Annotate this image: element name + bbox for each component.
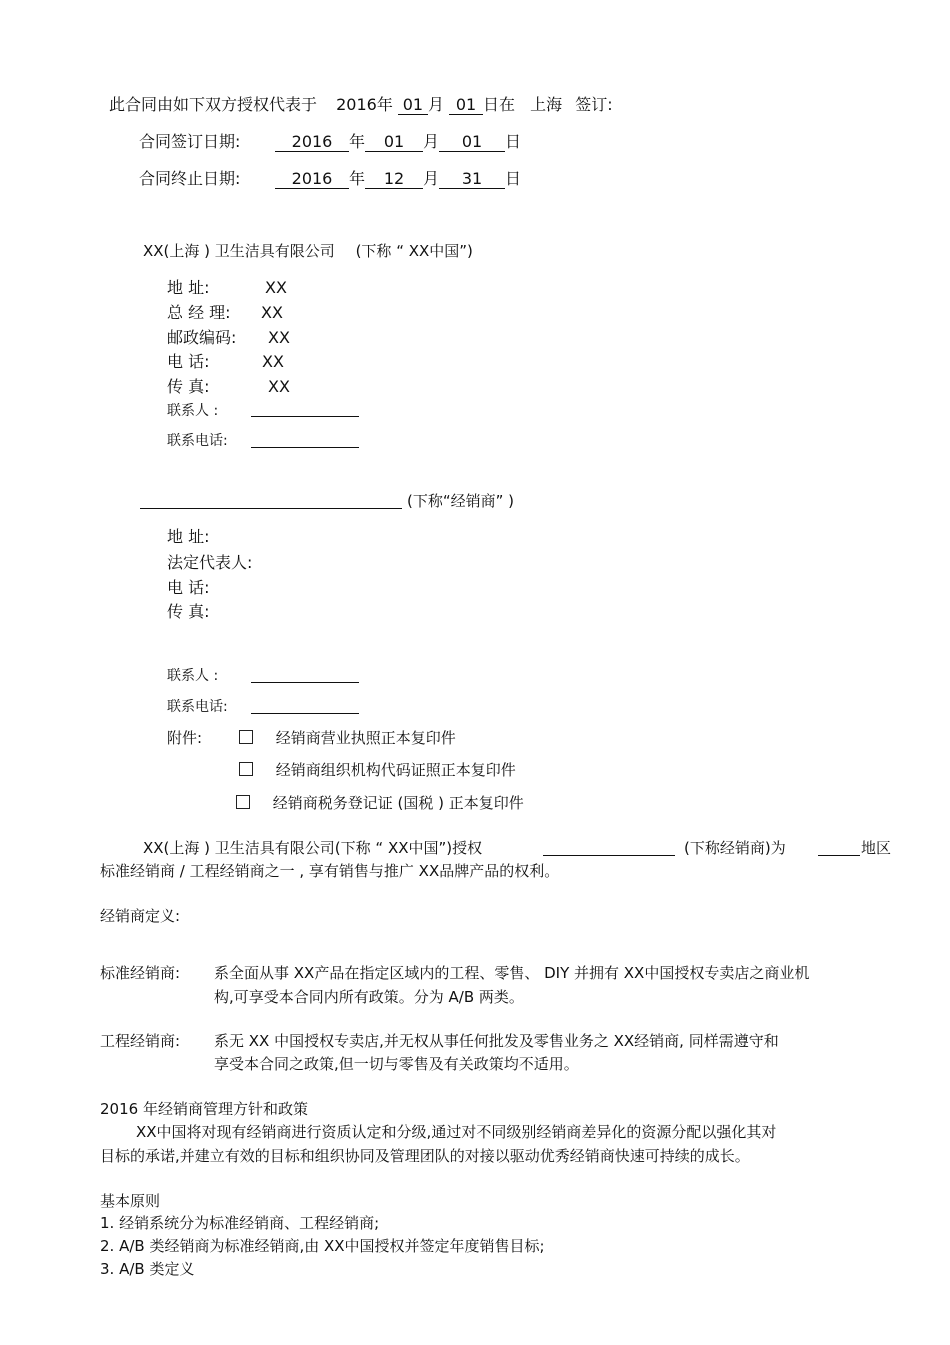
- checkbox-icon[interactable]: [239, 730, 253, 744]
- authorization-part2: (下称经销商)为: [684, 839, 786, 857]
- intro-day: 01: [449, 96, 483, 115]
- party-a-postcode-label: 邮政编码:: [167, 328, 237, 347]
- engineering-dealer-line1: 系无 XX 中国授权专卖店,并无权从事任何批发及零售业务之 XX经销商, 同样需遵守和: [214, 1032, 779, 1050]
- end-date-day-unit: 日: [505, 169, 522, 188]
- attachments-label: 附件:: [167, 729, 203, 747]
- party-a-header: [143, 240, 473, 261]
- party-b-name-blank[interactable]: [140, 508, 402, 509]
- party-b-legal-rep-label: 法定代表人:: [167, 553, 253, 572]
- party-a-phone-label: 电 话:: [167, 352, 210, 371]
- party-a-alias: (下称 “ XX中国”): [355, 242, 473, 260]
- attachment-item-label: 经销商营业执照正本复印件: [275, 729, 456, 747]
- authorization-dealer-blank[interactable]: [543, 855, 675, 856]
- attachment-item-label: 经销商税务登记证 (国税 ) 正本复印件: [272, 794, 524, 812]
- authorization-line2: 标准经销商 / 工程经销商之一 , 享有销售与推广 XX品牌产品的权利。: [100, 862, 560, 880]
- intro-suffix: 签订:: [575, 95, 613, 114]
- intro-place: 上海: [530, 95, 563, 114]
- engineering-dealer-line2: 享受本合同之政策,但一切与零售及有关政策均不适用。: [214, 1055, 579, 1073]
- intro-day-unit: 日在: [483, 95, 516, 114]
- intro-month: 01: [398, 96, 428, 115]
- party-b-contact-phone-label: 联系电话:: [167, 699, 228, 715]
- end-date-year-unit: 年: [349, 169, 366, 188]
- definitions-heading: 经销商定义:: [100, 907, 181, 925]
- end-date-year: 2016: [275, 170, 349, 189]
- party-b-phone-label: 电 话:: [167, 578, 210, 597]
- sign-date-day: 01: [439, 133, 505, 152]
- party-a-contact-phone-label: 联系电话:: [167, 433, 228, 449]
- principle-item: 2. A/B 类经销商为标准经销商,由 XX中国授权并签定年度销售目标;: [100, 1237, 545, 1255]
- party-a-gm-value: XX: [261, 303, 283, 322]
- party-b-fax-label: 传 真:: [167, 602, 210, 621]
- attachment-item[interactable]: [236, 792, 524, 813]
- policy-line2: 目标的承诺,并建立有效的目标和组织协同及管理团队的对接以驱动优秀经销商快速可持续的成长。: [100, 1147, 750, 1165]
- intro-prefix: 此合同由如下双方授权代表于: [109, 95, 318, 114]
- policy-line1: XX中国将对现有经销商进行资质认定和分级,通过对不同级别经销商差异化的资源分配以强化其对: [136, 1123, 777, 1141]
- policy-heading: 2016 年经销商管理方针和政策: [100, 1100, 308, 1118]
- intro-year: 2016: [336, 95, 377, 114]
- party-a-fax-row: [167, 374, 290, 397]
- party-a-fax-label: 传 真:: [167, 377, 210, 396]
- standard-dealer-line2: 构,可享受本合同内所有政策。分为 A/B 两类。: [214, 988, 524, 1006]
- party-a-address-label: 地 址:: [167, 278, 210, 297]
- intro-month-unit: 月: [427, 95, 444, 114]
- standard-dealer-label: 标准经销商:: [100, 964, 181, 982]
- party-a-phone-row: [167, 349, 284, 372]
- engineering-dealer-label: 工程经销商:: [100, 1032, 181, 1050]
- party-b-alias: (下称“经销商” ): [407, 492, 515, 510]
- party-a-gm-row: [167, 300, 283, 323]
- authorization-part3: 地区: [861, 839, 892, 857]
- party-b-address-label: 地 址:: [167, 527, 210, 546]
- principle-item: 3. A/B 类定义: [100, 1260, 195, 1278]
- party-a-gm-label: 总 经 理:: [167, 303, 231, 322]
- party-a-address-row: [167, 275, 287, 298]
- authorization-region-blank[interactable]: [818, 855, 860, 856]
- attachment-item-label: 经销商组织机构代码证照正本复印件: [275, 761, 516, 779]
- sign-date-month-unit: 月: [423, 132, 440, 151]
- end-date-day: 31: [439, 170, 505, 189]
- party-b-contact-phone-blank[interactable]: [251, 713, 359, 714]
- attachment-item[interactable]: [239, 759, 516, 780]
- party-a-contact-blank[interactable]: [251, 416, 359, 417]
- party-a-phone-value: XX: [262, 352, 284, 371]
- party-a-name: XX(上海 ) 卫生洁具有限公司: [143, 242, 335, 260]
- party-a-postcode-value: XX: [268, 328, 290, 347]
- checkbox-icon[interactable]: [239, 762, 253, 776]
- party-a-contact-label: 联系人 :: [167, 403, 219, 419]
- principles-heading: 基本原则: [100, 1192, 161, 1210]
- end-date-month-unit: 月: [423, 169, 440, 188]
- authorization-part1: XX(上海 ) 卫生洁具有限公司(下称 “ XX中国”)授权: [143, 839, 483, 857]
- sign-date-day-unit: 日: [505, 132, 522, 151]
- sign-date-year: 2016: [275, 133, 349, 152]
- attachment-item[interactable]: [239, 727, 456, 748]
- checkbox-icon[interactable]: [236, 795, 250, 809]
- intro-year-unit: 年: [376, 95, 393, 114]
- standard-dealer-line1: 系全面从事 XX产品在指定区域内的工程、零售、 DIY 并拥有 XX中国授权专卖店之商业机: [214, 964, 810, 982]
- end-date-month: 12: [365, 170, 423, 189]
- end-date-label: 合同终止日期:: [139, 169, 241, 188]
- principle-item: 1. 经销系统分为标准经销商、工程经销商;: [100, 1214, 380, 1232]
- sign-date-row: [139, 129, 521, 152]
- party-a-fax-value: XX: [268, 377, 290, 396]
- intro-line: [109, 92, 613, 115]
- sign-date-year-unit: 年: [349, 132, 366, 151]
- sign-date-month: 01: [365, 133, 423, 152]
- party-b-contact-label: 联系人 :: [167, 668, 219, 684]
- party-a-contact-phone-blank[interactable]: [251, 447, 359, 448]
- party-a-address-value: XX: [265, 278, 287, 297]
- party-b-contact-blank[interactable]: [251, 682, 359, 683]
- sign-date-label: 合同签订日期:: [139, 132, 241, 151]
- party-a-postcode-row: [167, 325, 290, 348]
- end-date-row: [139, 166, 521, 189]
